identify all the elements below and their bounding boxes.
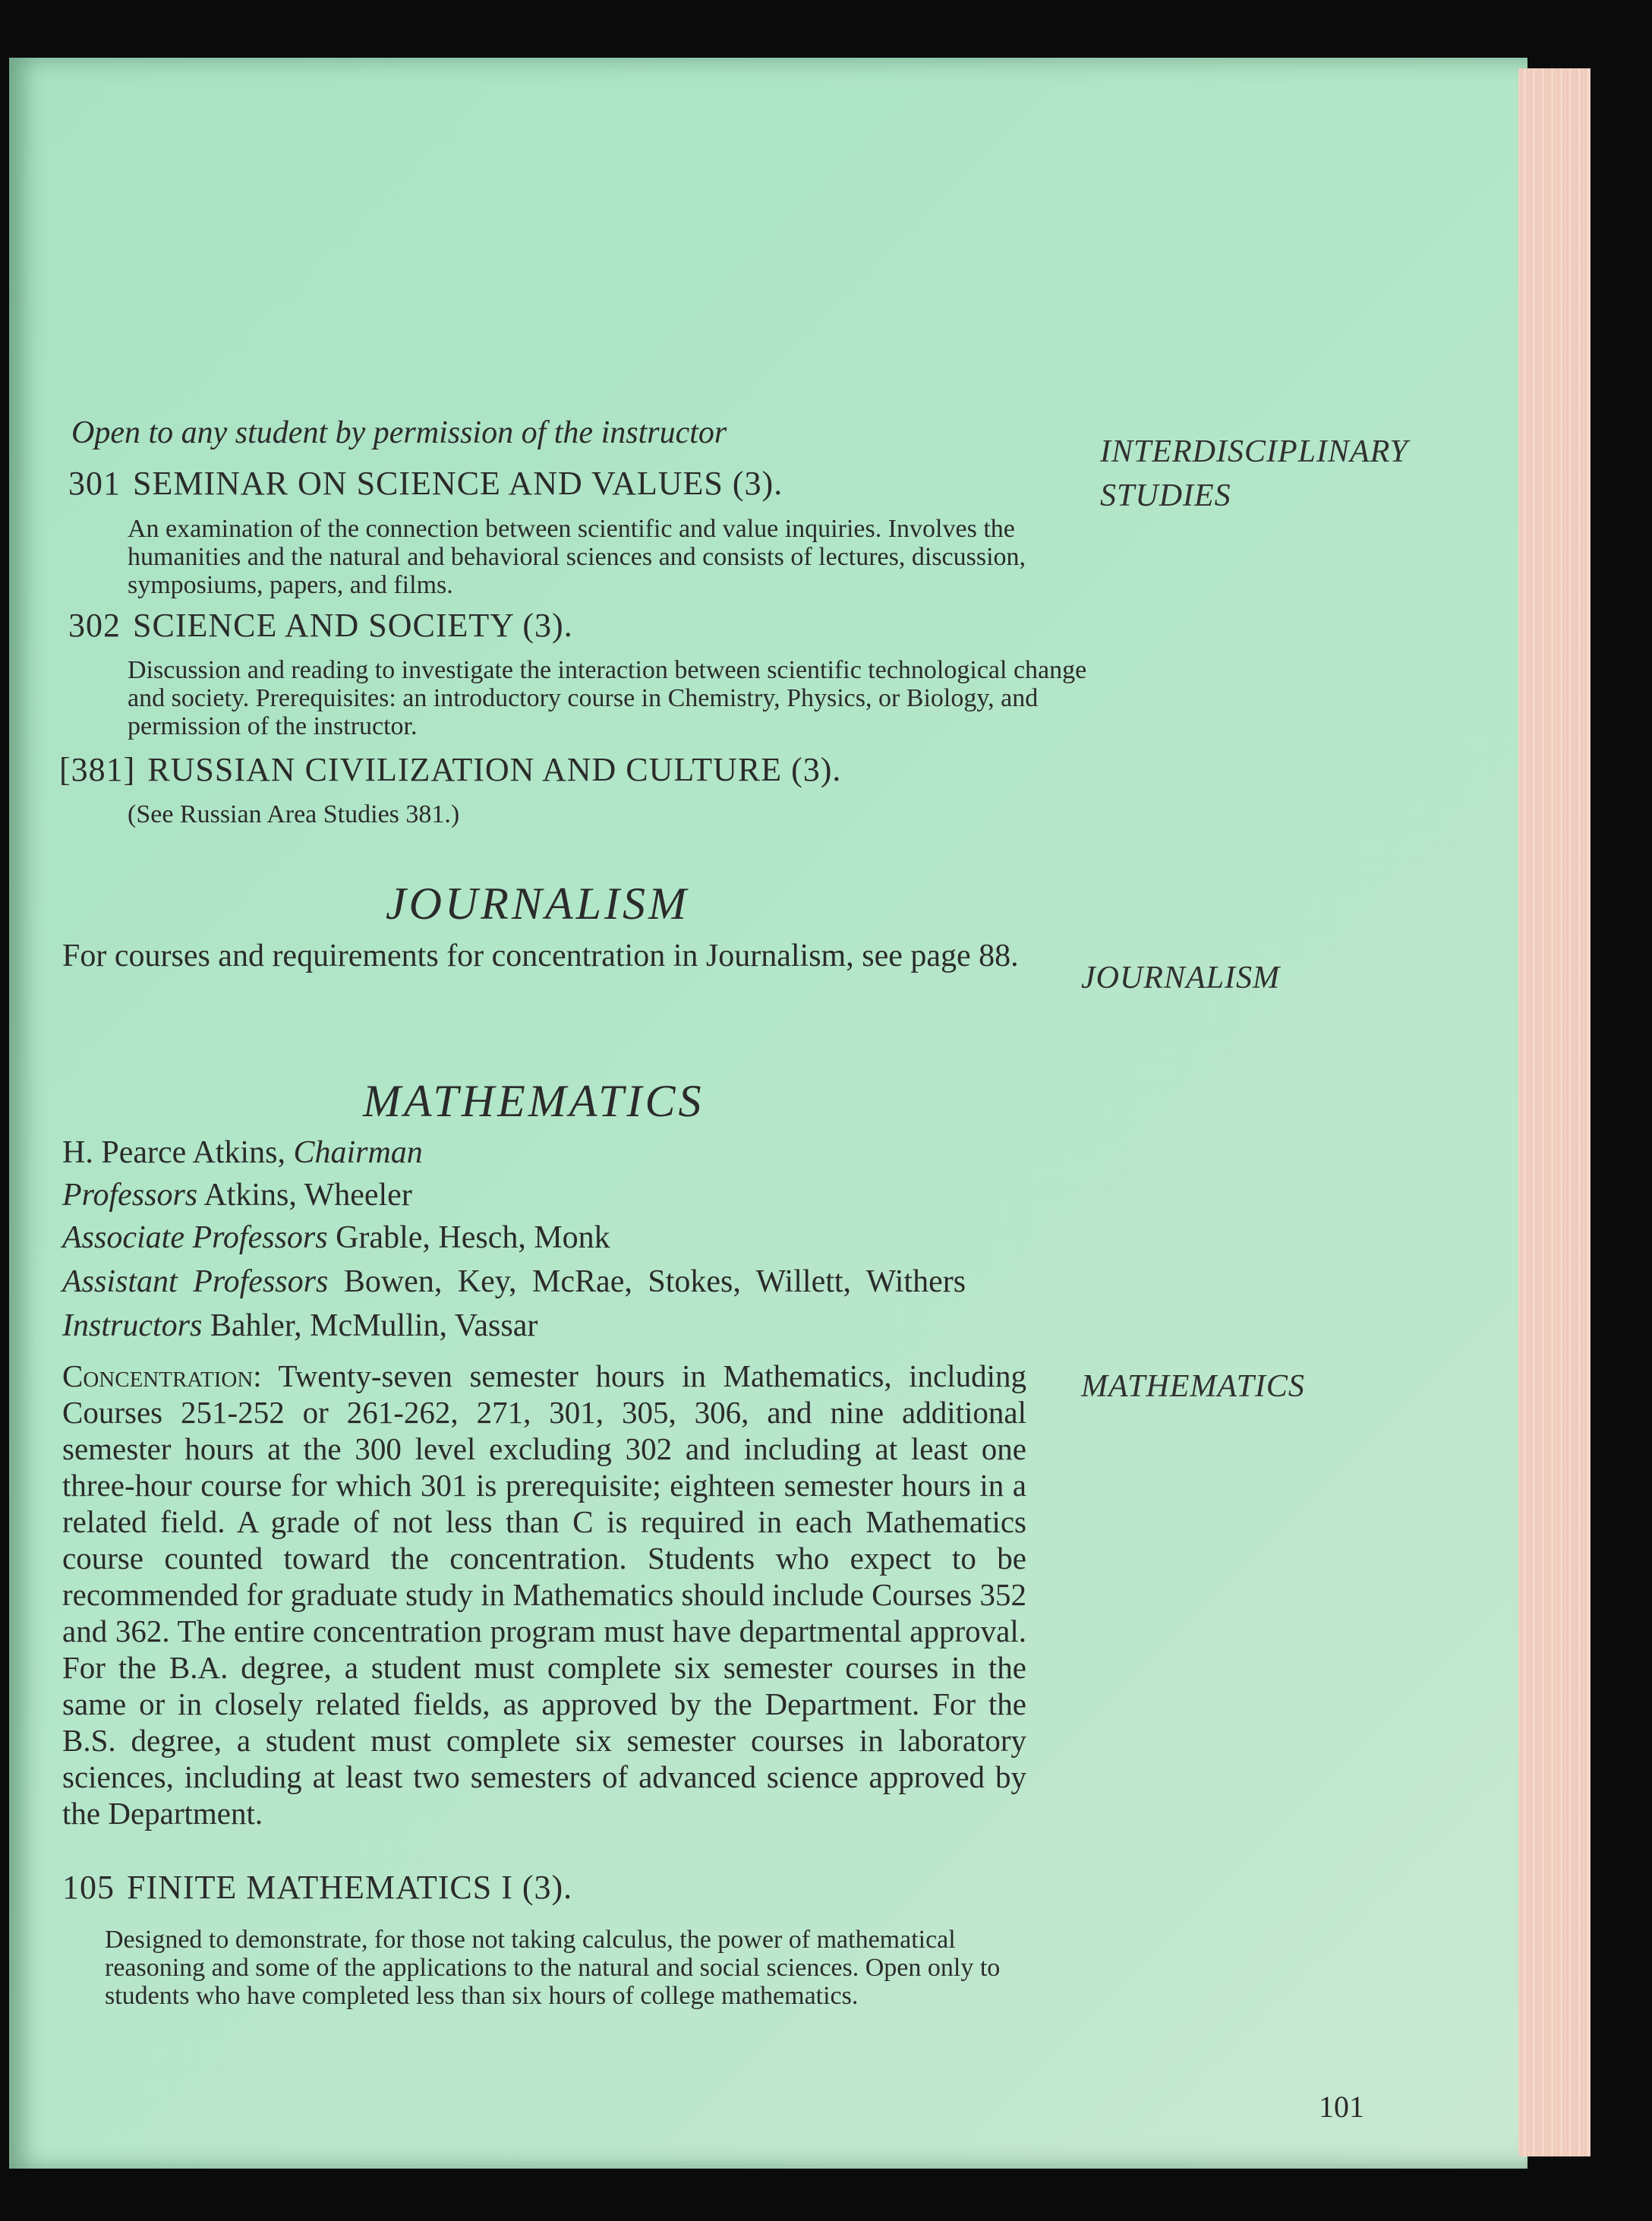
book-page — [9, 58, 1527, 2169]
interdisciplinary-intro: Open to any student by permission of the instructor — [71, 415, 727, 450]
staff-names: Atkins, Wheeler — [203, 1178, 412, 1213]
course-301-description: An examination of the connection between scientific and value inquiries. Involves the humanities and the natural and behavioral sciences and consists of lectures, discussion, symposiums, papers, and films. — [128, 515, 1026, 599]
course-number: 105 — [62, 1869, 115, 1906]
course-number: 302 — [68, 607, 121, 644]
course-302-title — [68, 606, 573, 645]
staff-names: Bowen, Key, McRae, Stokes, Willett, Withers — [343, 1264, 966, 1299]
staff-rank: Professors — [62, 1178, 198, 1213]
sidebar-studies: STUDIES — [1100, 478, 1231, 513]
sidebar-interdisciplinary: INTERDISCIPLINARY — [1100, 434, 1408, 469]
course-number: 301 — [68, 465, 121, 502]
chairman-name: H. Pearce Atkins, — [62, 1135, 285, 1170]
course-381-description: (See Russian Area Studies 381.) — [128, 800, 460, 828]
staff-rank: Associate Professors — [62, 1220, 328, 1255]
concentration-paragraph — [62, 1358, 1026, 1831]
chairman-line — [62, 1134, 423, 1171]
course-title: SEMINAR ON SCIENCE AND VALUES (3). — [133, 465, 783, 502]
course-105-description: Designed to demonstrate, for those not taking calculus, the power of mathematical reasoning and some of the applications to the natural and social sciences. Open only to students who have completed less than six hours of college mathematics. — [105, 1926, 1001, 2010]
concentration-label: Concentration: — [62, 1358, 262, 1393]
staff-instructors — [62, 1308, 538, 1344]
staff-rank: Assistant Professors — [62, 1264, 329, 1299]
page-stack-edge — [1518, 68, 1591, 2156]
staff-names: Bahler, McMullin, Vassar — [210, 1308, 538, 1343]
chairman-role: Chairman — [293, 1135, 423, 1170]
staff-names: Grable, Hesch, Monk — [336, 1220, 610, 1255]
journalism-heading: JOURNALISM — [386, 879, 689, 929]
sidebar-journalism: JOURNALISM — [1081, 961, 1280, 995]
course-number: [381] — [59, 751, 136, 788]
mathematics-heading: MATHEMATICS — [363, 1076, 705, 1126]
course-title: RUSSIAN CIVILIZATION AND CULTURE (3). — [147, 751, 842, 788]
concentration-text: Twenty-seven semester hours in Mathematics, including Courses 251-252 or 261-262, 271, 301, 305, 306, and nine additional semester hours at the 300 level excluding 302 and including at least one three-hour course for which 301 is prerequisite; eighteen semester hours in a related field. A grade of not less than C is required in each Mathematics course counted toward the concentration. Students who expect to be recommended for graduate study in Mathematics should include Courses 352 and 362. The entire concentration program must have departmental approval. For the B.A. degree, a student must complete six semester courses in the same or in closely related fields, as approved by the Department. For the B.S. degree, a student must complete six semester courses in laboratory sciences, including at least two semesters of advanced science approved by the Department. — [62, 1358, 1026, 1831]
sidebar-mathematics: MATHEMATICS — [1081, 1369, 1305, 1404]
page-number: 101 — [1319, 2090, 1364, 2124]
staff-rank: Instructors — [62, 1308, 203, 1343]
staff-associate-professors — [62, 1219, 610, 1256]
course-301-title — [68, 464, 783, 503]
journalism-text: For courses and requirements for concentration in Journalism, see page 88. — [62, 939, 1019, 973]
course-title: SCIENCE AND SOCIETY (3). — [133, 607, 573, 644]
course-title: FINITE MATHEMATICS I (3). — [127, 1869, 573, 1906]
course-302-description: Discussion and reading to investigate the interaction between scientific technological change and society. Prerequisites: an introductory course in Chemistry, Physics, or Biology, and permission of the instructor. — [128, 656, 1087, 740]
staff-assistant-professors — [62, 1264, 966, 1300]
staff-professors — [62, 1177, 412, 1213]
course-381-title — [59, 750, 841, 789]
course-105-title — [62, 1868, 572, 1907]
